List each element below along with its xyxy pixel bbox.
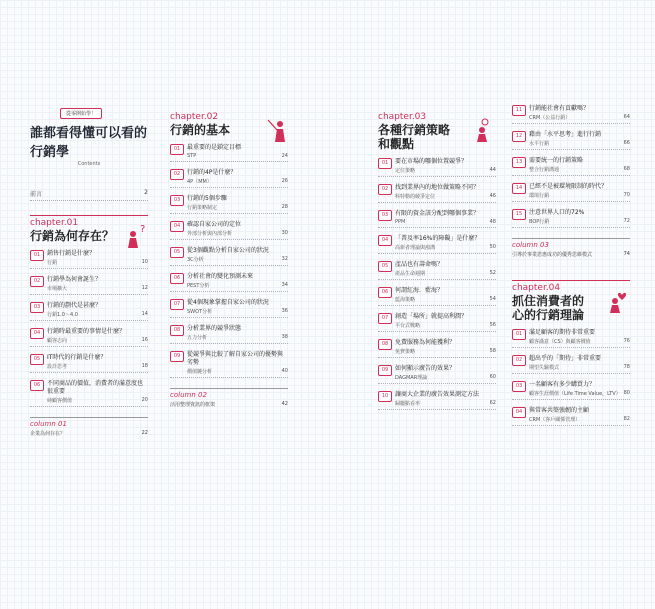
chapter-header	[378, 110, 496, 151]
item-page: 50	[489, 244, 496, 250]
item-page: 14	[141, 311, 148, 317]
toc-item[interactable]	[170, 166, 288, 188]
item-title: 分析社會的變化預測未來	[187, 273, 254, 280]
item-subtitle: 3C分析	[187, 257, 204, 263]
item-subtitle: 產品生命週期	[395, 271, 426, 277]
item-sub-row	[187, 256, 288, 263]
item-title: 滿足顧客的期待非常重要	[529, 329, 596, 336]
item-subtitle: SWOT分析	[187, 309, 213, 315]
item-title: 何謂紅海．藍海？	[395, 287, 444, 294]
chapter-number: chapter.02	[170, 112, 219, 122]
item-page: 18	[141, 363, 148, 369]
item-number-badge: 08	[378, 339, 392, 350]
toc-item[interactable]	[170, 244, 288, 266]
item-sub-row	[47, 363, 148, 370]
toc-item[interactable]	[512, 378, 630, 400]
item-number-badge: 06	[170, 273, 184, 284]
item-sub-row	[187, 230, 288, 237]
ribbon-label: 從零開始學！	[60, 108, 102, 119]
item-number-badge: 01	[30, 250, 44, 261]
item-page: 72	[623, 218, 630, 224]
item-sub-row	[395, 244, 496, 251]
item-page: 62	[489, 400, 496, 406]
item-number-badge: 11	[512, 105, 526, 116]
item-sub-row	[529, 364, 630, 371]
item-title: 分析業界的競爭狀態	[187, 325, 242, 332]
intro-page: 2	[144, 189, 148, 196]
item-page: 48	[489, 219, 496, 225]
item-number-badge: 04	[378, 235, 392, 246]
item-sub-row	[395, 348, 496, 355]
item-number-badge: 02	[170, 169, 184, 180]
item-subtitle: 定位策略	[395, 168, 416, 174]
item-sub-row	[187, 178, 288, 185]
item-subtitle: BOP行銷	[529, 219, 550, 225]
item-number-badge: 01	[378, 158, 392, 169]
intro-row[interactable]	[30, 189, 148, 201]
item-sub-row	[187, 334, 288, 341]
column-entry[interactable]	[512, 251, 630, 258]
item-title: 超出乎的「期待」非常重要	[529, 355, 602, 362]
item-number-badge: 12	[512, 131, 526, 142]
item-title: 從3個觀點分析自家公司的狀況	[187, 247, 269, 254]
toc-item[interactable]	[378, 258, 496, 280]
item-sub-row	[187, 282, 288, 289]
item-subtitle: 歸屬點看率	[395, 401, 421, 407]
item-sub-row	[529, 192, 630, 199]
item-title: 注意世界人口的72%	[529, 209, 585, 216]
toc-item[interactable]	[512, 128, 630, 150]
column-heading: column 02	[170, 388, 288, 399]
item-page: 56	[489, 322, 496, 328]
item-title: 需要統一的行銷策略	[529, 157, 584, 164]
toc-item[interactable]	[512, 154, 630, 176]
toc-item[interactable]	[170, 270, 288, 292]
toc-item[interactable]	[170, 348, 288, 378]
toc-item[interactable]	[30, 273, 148, 295]
item-title: 讓商大企業的廣告效果測定方法	[395, 391, 480, 398]
column-4	[512, 98, 630, 426]
toc-item[interactable]	[512, 352, 630, 374]
item-number-badge: 07	[378, 313, 392, 324]
item-page: 26	[281, 178, 288, 184]
chapter-3-items	[378, 155, 496, 410]
item-page: 82	[623, 416, 630, 422]
item-title: 與常客共築強韌的主顧	[529, 407, 590, 414]
item-sub-row	[529, 338, 630, 345]
toc-item[interactable]	[378, 181, 496, 203]
item-sub-row	[529, 390, 630, 397]
item-page: 38	[281, 334, 288, 340]
item-sub-row	[47, 285, 148, 292]
item-page: 78	[623, 364, 630, 370]
svg-text:?: ?	[140, 224, 146, 235]
toc-item[interactable]	[378, 388, 496, 410]
column-entry-page: 22	[141, 430, 148, 436]
item-sub-row	[529, 166, 630, 173]
item-subtitle: 顧客志向	[47, 338, 68, 344]
item-subtitle: 價值鏈分析	[187, 369, 213, 375]
chapter-number: chapter.03	[378, 112, 427, 122]
item-subtitle: STP	[187, 153, 197, 159]
item-sub-row	[529, 218, 630, 225]
item-title: 行銷時最重要的事情是什麼？	[47, 328, 126, 335]
toc-item[interactable]	[512, 180, 630, 202]
item-number-badge: 07	[170, 299, 184, 310]
item-sub-row	[529, 114, 630, 121]
column-entry-page: 74	[623, 251, 630, 257]
item-sub-row	[47, 337, 148, 344]
item-number-badge: 10	[378, 391, 392, 402]
item-subtitle: DAGMAR理論	[395, 375, 428, 381]
toc-item[interactable]	[170, 322, 288, 344]
item-title: 銷售行銷是什麼？	[47, 250, 96, 257]
chapter-3-items-continued	[512, 102, 630, 228]
item-subtitle: 市場擴大	[47, 286, 68, 292]
item-title: 免費服務為何能獲利？	[395, 339, 456, 346]
item-page: 28	[281, 204, 288, 210]
toc-item[interactable]	[378, 284, 496, 306]
item-sub-row	[395, 167, 496, 174]
item-page: 70	[623, 192, 630, 198]
item-title: 確認自家公司的定位	[187, 221, 242, 228]
item-title: 不同商品的價值，消費者的滿意度也很重要	[47, 380, 144, 395]
item-number-badge: 06	[30, 380, 44, 391]
item-page: 40	[281, 368, 288, 374]
chapter-header	[512, 280, 630, 322]
item-subtitle: 環境行銷	[529, 193, 550, 199]
item-subtitle: 免費策略	[395, 349, 416, 355]
column-2	[170, 98, 288, 408]
intro-label: 前言	[30, 191, 43, 198]
chapter-number: chapter.01	[30, 218, 79, 228]
item-page: 44	[489, 167, 496, 173]
chapter-title: 抓住消費者的心的行銷理論	[512, 294, 585, 322]
item-sub-row	[187, 153, 288, 159]
toc-item[interactable]	[170, 192, 288, 214]
item-title: 最重要的是鎖定目標	[187, 144, 242, 151]
toc-item[interactable]	[170, 218, 288, 240]
column-entry-text: 活用整理資訊的框架	[170, 402, 216, 408]
item-subtitle: 整合行銷溝通	[529, 167, 560, 173]
item-title: 有限的資金該分配到哪個事業？	[395, 210, 480, 217]
item-subtitle: 顧客滿意（CS）與顧客價值	[529, 339, 591, 345]
chapter-header	[30, 215, 148, 243]
item-page: 76	[623, 338, 630, 344]
item-title: 如何顯示廣告的效果？	[395, 365, 456, 372]
chapter-title: 行銷為何存在？	[30, 229, 115, 243]
column-entry-text: 企業為何存在？	[30, 431, 66, 437]
book-title: 誰都看得懂可以看的行銷學	[30, 126, 148, 160]
column-heading: column 01	[30, 417, 148, 428]
item-page: 30	[281, 230, 288, 236]
item-sub-row	[395, 400, 496, 407]
item-title: 從競爭與比較了解自家公司的優勢與劣勢	[187, 351, 284, 366]
toc-item[interactable]	[30, 325, 148, 347]
item-number-badge: 01	[170, 144, 184, 155]
item-title: 藉由「水平思考」進行行銷	[529, 131, 602, 138]
item-title: 產品也有壽命嗎？	[395, 261, 444, 268]
item-number-badge: 05	[30, 354, 44, 365]
item-number-badge: 05	[170, 247, 184, 258]
column-entry-page: 42	[281, 401, 288, 407]
item-page: 52	[489, 270, 496, 276]
item-subtitle: 行銷策略制定	[187, 205, 218, 211]
lightbulb-person-icon	[474, 116, 496, 142]
item-title: 行銷的4P是什麼？	[187, 169, 237, 176]
item-number-badge: 01	[512, 329, 526, 340]
item-page: 36	[281, 308, 288, 314]
toc-item[interactable]	[378, 362, 496, 384]
item-number-badge: 13	[512, 157, 526, 168]
item-page: 58	[489, 348, 496, 354]
item-page: 80	[623, 390, 630, 396]
item-subtitle: 五力分析	[187, 335, 208, 341]
chapter-1-items	[30, 247, 148, 407]
toc-item[interactable]	[512, 102, 630, 124]
item-title: IT時代的行銷是什麼？	[47, 354, 107, 361]
contents-label: Contents	[77, 161, 101, 167]
item-sub-row	[529, 416, 630, 423]
heart-person-icon	[608, 287, 630, 313]
toc-item[interactable]	[170, 141, 288, 162]
toc-item[interactable]	[30, 299, 148, 321]
item-sub-row	[47, 311, 148, 318]
toc-item[interactable]	[512, 206, 630, 228]
item-subtitle: 設計思考	[47, 364, 68, 370]
item-title: 從4個現象掌握自家公司的狀況	[187, 299, 269, 306]
item-sub-row	[529, 140, 630, 147]
column-entry[interactable]	[170, 401, 288, 408]
item-subtitle: CRM（公益行銷）	[529, 115, 571, 121]
chapter-title: 行銷的基本	[170, 123, 231, 137]
item-page: 12	[141, 285, 148, 291]
toc-item[interactable]	[30, 351, 148, 373]
item-subtitle: 外部分析與內部分析	[187, 231, 233, 237]
item-number-badge: 03	[30, 302, 44, 313]
item-page: 20	[141, 397, 148, 403]
column-heading: column 03	[512, 238, 630, 249]
item-sub-row	[395, 193, 496, 200]
toc-item[interactable]	[378, 310, 496, 332]
toc-item[interactable]	[378, 207, 496, 228]
toc-item[interactable]	[512, 326, 630, 348]
item-subtitle: 4P（MM）	[187, 179, 212, 185]
item-sub-row	[187, 308, 288, 315]
toc-item[interactable]	[378, 232, 496, 254]
item-number-badge: 08	[170, 325, 184, 336]
item-title: 創造「場所」就提高利潤？	[395, 313, 468, 320]
toc-item[interactable]	[378, 336, 496, 358]
item-page: 60	[489, 374, 496, 380]
item-number-badge: 09	[378, 365, 392, 376]
column-entry-text: 引導於事業恩惠成功的優秀思維模式	[512, 252, 593, 258]
item-sub-row	[187, 368, 288, 375]
item-page: 68	[623, 166, 630, 172]
item-number-badge: 15	[512, 209, 526, 220]
item-sub-row	[47, 259, 148, 266]
item-subtitle: PPM	[395, 219, 406, 225]
toc-item[interactable]	[378, 155, 496, 177]
item-sub-row	[187, 204, 288, 211]
item-number-badge: 06	[378, 287, 392, 298]
chapter-title: 各種行銷策略和觀點	[378, 123, 451, 151]
chapter-number: chapter.04	[512, 283, 561, 293]
item-sub-row	[395, 322, 496, 329]
item-subtitle: 高新者理論與鴻溝	[395, 245, 436, 251]
column-1	[30, 98, 148, 437]
item-number-badge: 03	[512, 381, 526, 392]
item-subtitle: 藍海策略	[395, 297, 416, 303]
item-number-badge: 04	[30, 328, 44, 339]
item-sub-row	[395, 219, 496, 225]
item-title: 已經不是被環境限制的時代？	[529, 183, 608, 190]
item-title: 行銷的劃代是甚麼？	[47, 302, 102, 309]
presenter-icon	[266, 116, 288, 142]
item-number-badge: 03	[170, 195, 184, 206]
item-page: 32	[281, 256, 288, 262]
toc-item[interactable]	[512, 404, 630, 426]
question-person-icon	[126, 222, 148, 248]
item-page: 24	[281, 153, 288, 159]
item-number-badge: 05	[378, 261, 392, 272]
item-sub-row	[395, 296, 496, 303]
item-page: 46	[489, 193, 496, 199]
item-title: 找到業界內的地位做策略不同？	[395, 184, 480, 191]
item-number-badge: 03	[378, 210, 392, 221]
item-subtitle: 行銷	[47, 260, 58, 266]
item-subtitle: 純顧客價值	[47, 398, 73, 404]
toc-item[interactable]	[30, 247, 148, 269]
item-page: 10	[141, 259, 148, 265]
item-title: 要在市場的哪個位置競爭？	[395, 158, 468, 165]
item-number-badge: 02	[512, 355, 526, 366]
chapter-4-items	[512, 326, 630, 426]
toc-item[interactable]	[30, 377, 148, 407]
chapter-header	[170, 110, 288, 137]
item-number-badge: 02	[378, 184, 392, 195]
item-sub-row	[395, 270, 496, 277]
item-title: 行銷能社會有貢獻嗎？	[529, 105, 590, 112]
item-page: 64	[623, 114, 630, 120]
item-subtitle: PEST分析	[187, 283, 210, 289]
item-subtitle: 行銷1.0～4.0	[47, 312, 78, 318]
item-title: 「普及率16%的障礙」是什麼？	[395, 235, 481, 242]
item-subtitle: 科特勒的競爭定位	[395, 194, 436, 200]
item-number-badge: 04	[170, 221, 184, 232]
item-sub-row	[395, 374, 496, 381]
item-page: 34	[281, 282, 288, 288]
item-number-badge: 09	[170, 351, 184, 362]
column-3	[378, 98, 496, 410]
item-page: 66	[623, 140, 630, 146]
item-subtitle: 期望失驗模式	[529, 365, 560, 371]
chapter-2-items	[170, 141, 288, 378]
item-number-badge: 14	[512, 183, 526, 194]
item-subtitle: 平台式戰略	[395, 323, 421, 329]
item-number-badge: 04	[512, 407, 526, 418]
item-page: 54	[489, 296, 496, 302]
item-title: 一名顧客有多少購買力？	[529, 381, 596, 388]
toc-item[interactable]	[170, 296, 288, 318]
item-number-badge: 02	[30, 276, 44, 287]
item-subtitle: CRM（客戶關係管理）	[529, 417, 581, 423]
item-subtitle: 水平行銷	[529, 141, 550, 147]
item-title: 行銷學為何會誕生？	[47, 276, 102, 283]
item-subtitle: 顧客生涯價值（Life Time Value，LTV）	[529, 391, 621, 397]
column-entry[interactable]	[30, 430, 148, 437]
item-sub-row	[47, 397, 148, 404]
item-title: 行銷的5個步驟	[187, 195, 227, 202]
item-page: 16	[141, 337, 148, 343]
